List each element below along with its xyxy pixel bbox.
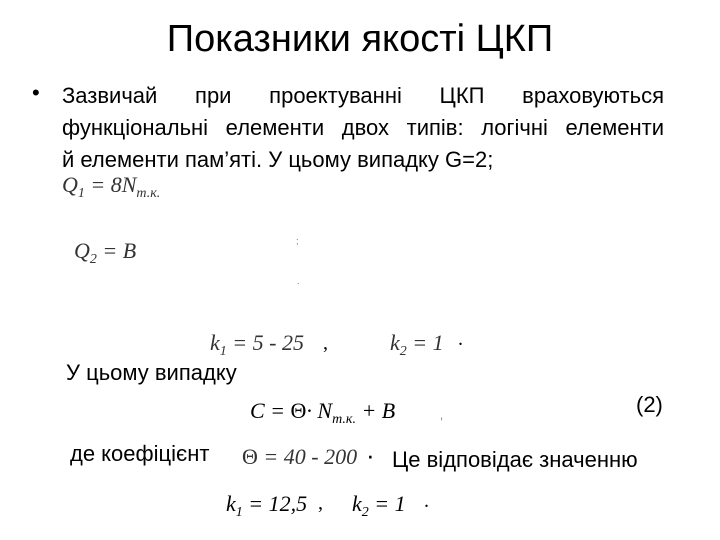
formula-q1-lhs-sub: 1 xyxy=(77,186,85,201)
paragraph-line-1: Зазвичай при проектуванні ЦКП враховуються xyxy=(62,83,664,108)
corresponds-text: Це відповідає значенню xyxy=(392,447,638,472)
faint-mark-2: . xyxy=(297,276,300,286)
main-formula-n: · N xyxy=(306,398,333,423)
formula-q1-lhs: Q xyxy=(62,172,78,197)
k2-range-symbol: k xyxy=(390,330,400,355)
formula-q1-rhs: = 8N xyxy=(90,172,137,197)
k-values-comma: , xyxy=(318,492,323,514)
theta-range xyxy=(242,444,357,470)
bullet-marker: • xyxy=(32,80,40,105)
faint-mark-1: ; xyxy=(296,236,299,246)
theta-range-symbol: Θ xyxy=(242,444,258,469)
k1-range xyxy=(210,330,304,359)
k1-range-sub: 1 xyxy=(219,344,227,359)
k2-value xyxy=(352,491,406,520)
k-values-period: . xyxy=(424,490,429,512)
main-formula-lhs: C = xyxy=(250,398,286,423)
k1-value xyxy=(226,491,308,520)
main-formula xyxy=(250,398,396,427)
k1-range-value: = 5 - 25 xyxy=(232,330,304,355)
main-formula-theta: Θ xyxy=(290,398,307,423)
equation-number: (2) xyxy=(636,392,663,417)
main-formula-rest: + B xyxy=(361,398,396,423)
coefficient-text: де коефіцієнт xyxy=(70,441,210,466)
k1-value-sub: 1 xyxy=(235,505,243,520)
formula-q2-rhs: = B xyxy=(102,238,137,263)
k2-range xyxy=(390,330,444,359)
k-range-comma: , xyxy=(323,332,328,354)
theta-range-value: = 40 - 200 xyxy=(263,444,358,469)
case-text: У цьому випадку xyxy=(66,360,237,385)
main-formula-comma: , xyxy=(440,410,444,422)
formula-q2 xyxy=(74,238,137,267)
k2-range-value: = 1 xyxy=(412,330,444,355)
k1-value-number: = 12,5 xyxy=(248,491,308,516)
k2-value-number: = 1 xyxy=(374,491,406,516)
k2-value-symbol: k xyxy=(352,491,362,516)
paragraph-line-2: функціональні елементи двох типів: логічні елементи xyxy=(62,115,664,140)
paragraph-line-3: й елементи пам’яті. У цьому випадку G=2; xyxy=(62,147,494,172)
main-formula-sub: т.к. xyxy=(332,412,356,427)
formula-q1 xyxy=(62,172,161,201)
intro-paragraph xyxy=(62,80,664,176)
k1-value-symbol: k xyxy=(226,491,236,516)
formula-q2-lhs: Q xyxy=(74,238,90,263)
formula-q2-lhs-sub: 2 xyxy=(89,252,97,267)
k1-range-symbol: k xyxy=(210,330,220,355)
inline-dot: · xyxy=(366,440,375,470)
formula-q1-rhs-sub: т.к. xyxy=(136,186,161,201)
k-range-period: . xyxy=(458,328,463,350)
k2-value-sub: 2 xyxy=(361,505,369,520)
k2-range-sub: 2 xyxy=(399,344,407,359)
slide-title: Показники якості ЦКП xyxy=(166,18,554,60)
